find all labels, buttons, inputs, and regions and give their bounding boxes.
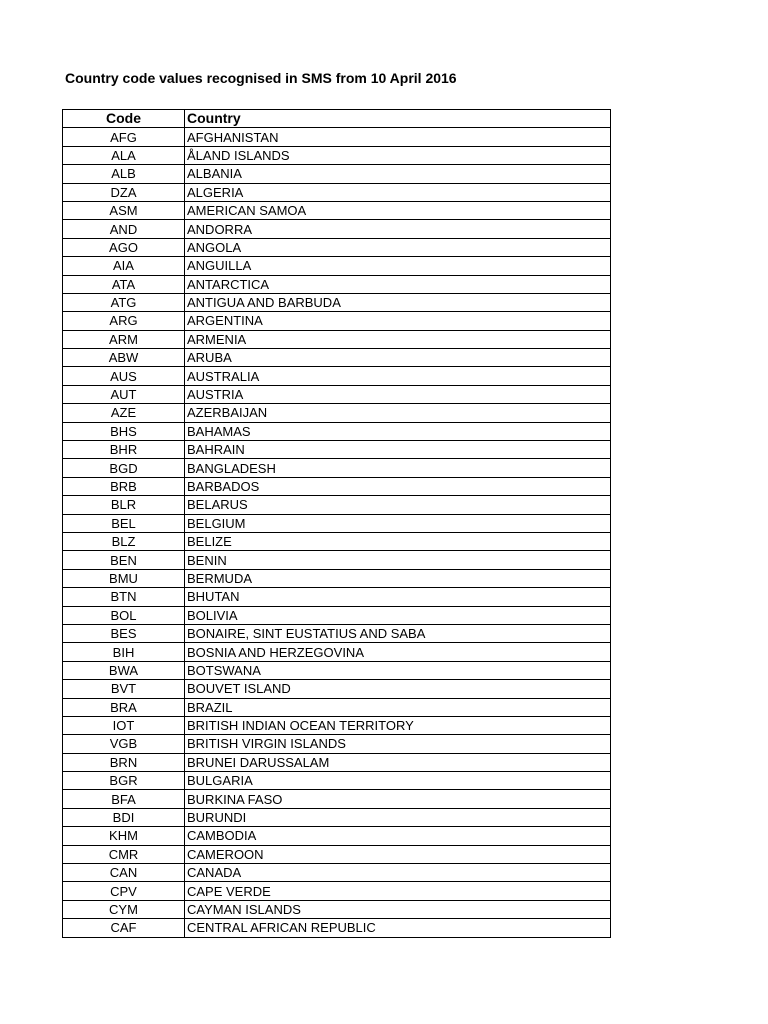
table-row <box>63 496 611 514</box>
table-row <box>63 220 611 238</box>
country-code-cell: ABW <box>63 349 185 367</box>
table-row <box>63 257 611 275</box>
table-row <box>63 459 611 477</box>
country-code-cell: ALA <box>63 146 185 164</box>
country-name-cell: BURUNDI <box>185 808 611 826</box>
country-name-cell: ANTIGUA AND BARBUDA <box>185 293 611 311</box>
country-name-cell: BELGIUM <box>185 514 611 532</box>
code-column-header: Code <box>63 110 185 128</box>
country-code-cell: CMR <box>63 845 185 863</box>
country-code-cell: DZA <box>63 183 185 201</box>
table-body <box>63 128 611 937</box>
country-name-cell: BULGARIA <box>185 772 611 790</box>
country-name-cell: ANDORRA <box>185 220 611 238</box>
country-code-cell: BGR <box>63 772 185 790</box>
table-row <box>63 790 611 808</box>
table-row <box>63 588 611 606</box>
table-row <box>63 514 611 532</box>
country-code-cell: AND <box>63 220 185 238</box>
country-name-cell: BONAIRE, SINT EUSTATIUS AND SABA <box>185 624 611 642</box>
country-name-cell: ARUBA <box>185 349 611 367</box>
country-name-cell: BOSNIA AND HERZEGOVINA <box>185 643 611 661</box>
country-name-cell: AUSTRIA <box>185 385 611 403</box>
country-code-cell: BRN <box>63 753 185 771</box>
table-row <box>63 349 611 367</box>
country-code-cell: BRB <box>63 477 185 495</box>
table-row <box>63 128 611 146</box>
country-code-cell: BFA <box>63 790 185 808</box>
country-name-cell: ANGOLA <box>185 238 611 256</box>
country-code-cell: BES <box>63 624 185 642</box>
table-row <box>63 882 611 900</box>
country-name-cell: BAHRAIN <box>185 441 611 459</box>
country-name-cell: BURKINA FASO <box>185 790 611 808</box>
table-row <box>63 201 611 219</box>
country-name-cell: ARMENIA <box>185 330 611 348</box>
table-row <box>63 680 611 698</box>
country-code-cell: BVT <box>63 680 185 698</box>
country-column-header: Country <box>185 110 611 128</box>
country-name-cell: BHUTAN <box>185 588 611 606</box>
country-name-cell: AZERBAIJAN <box>185 404 611 422</box>
country-code-cell: BIH <box>63 643 185 661</box>
table-row <box>63 716 611 734</box>
table-row <box>63 238 611 256</box>
table-row <box>63 919 611 937</box>
country-name-cell: ANGUILLA <box>185 257 611 275</box>
country-name-cell: CANADA <box>185 864 611 882</box>
table-row <box>63 900 611 918</box>
table-row <box>63 422 611 440</box>
country-code-cell: BWA <box>63 661 185 679</box>
country-code-cell: AFG <box>63 128 185 146</box>
table-row <box>63 772 611 790</box>
table-row <box>63 165 611 183</box>
table-row <box>63 441 611 459</box>
country-code-cell: BOL <box>63 606 185 624</box>
table-row <box>63 330 611 348</box>
country-code-cell: BHR <box>63 441 185 459</box>
country-code-cell: VGB <box>63 735 185 753</box>
table-row <box>63 183 611 201</box>
country-name-cell: BOUVET ISLAND <box>185 680 611 698</box>
table-row <box>63 864 611 882</box>
country-code-cell: ATG <box>63 293 185 311</box>
country-name-cell: BELIZE <box>185 532 611 550</box>
country-code-cell: AUT <box>63 385 185 403</box>
country-code-cell: CAN <box>63 864 185 882</box>
page-title: Country code values recognised in SMS from 10 April 2016 <box>65 70 457 86</box>
country-name-cell: CAMEROON <box>185 845 611 863</box>
table-row <box>63 275 611 293</box>
country-code-cell: BRA <box>63 698 185 716</box>
country-name-cell: BAHAMAS <box>185 422 611 440</box>
table-row <box>63 404 611 422</box>
country-code-table <box>62 109 611 938</box>
country-code-cell: ATA <box>63 275 185 293</box>
country-code-cell: ARG <box>63 312 185 330</box>
country-name-cell: ALBANIA <box>185 165 611 183</box>
country-name-cell: BELARUS <box>185 496 611 514</box>
country-code-cell: BGD <box>63 459 185 477</box>
country-code-cell: AGO <box>63 238 185 256</box>
table-row <box>63 661 611 679</box>
country-code-cell: IOT <box>63 716 185 734</box>
table-row <box>63 606 611 624</box>
table-row <box>63 827 611 845</box>
country-name-cell: BRITISH INDIAN OCEAN TERRITORY <box>185 716 611 734</box>
country-code-cell: CPV <box>63 882 185 900</box>
country-name-cell: BERMUDA <box>185 569 611 587</box>
country-name-cell: AFGHANISTAN <box>185 128 611 146</box>
country-code-cell: CYM <box>63 900 185 918</box>
country-name-cell: CENTRAL AFRICAN REPUBLIC <box>185 919 611 937</box>
country-name-cell: BANGLADESH <box>185 459 611 477</box>
country-name-cell: ÅLAND ISLANDS <box>185 146 611 164</box>
country-code-cell: KHM <box>63 827 185 845</box>
table-header-row <box>63 110 611 128</box>
table-row <box>63 753 611 771</box>
country-code-cell: AUS <box>63 367 185 385</box>
country-name-cell: BOLIVIA <box>185 606 611 624</box>
country-code-cell: BEN <box>63 551 185 569</box>
country-code-cell: BEL <box>63 514 185 532</box>
country-code-cell: CAF <box>63 919 185 937</box>
country-name-cell: CAYMAN ISLANDS <box>185 900 611 918</box>
country-code-cell: BTN <box>63 588 185 606</box>
country-name-cell: BRUNEI DARUSSALAM <box>185 753 611 771</box>
country-name-cell: BENIN <box>185 551 611 569</box>
table-row <box>63 808 611 826</box>
country-code-cell: BDI <box>63 808 185 826</box>
table-row <box>63 643 611 661</box>
table-row <box>63 385 611 403</box>
country-name-cell: AMERICAN SAMOA <box>185 201 611 219</box>
table-row <box>63 532 611 550</box>
table-row <box>63 477 611 495</box>
country-name-cell: BRITISH VIRGIN ISLANDS <box>185 735 611 753</box>
country-code-cell: ALB <box>63 165 185 183</box>
country-code-cell: BLZ <box>63 532 185 550</box>
country-name-cell: ANTARCTICA <box>185 275 611 293</box>
country-name-cell: BOTSWANA <box>185 661 611 679</box>
table-row <box>63 735 611 753</box>
table-row <box>63 146 611 164</box>
table-row <box>63 293 611 311</box>
country-name-cell: AUSTRALIA <box>185 367 611 385</box>
country-name-cell: BARBADOS <box>185 477 611 495</box>
table-row <box>63 367 611 385</box>
country-name-cell: BRAZIL <box>185 698 611 716</box>
country-code-cell: ARM <box>63 330 185 348</box>
table-row <box>63 624 611 642</box>
country-name-cell: ARGENTINA <box>185 312 611 330</box>
table-row <box>63 551 611 569</box>
country-code-cell: BHS <box>63 422 185 440</box>
country-name-cell: ALGERIA <box>185 183 611 201</box>
country-code-cell: AZE <box>63 404 185 422</box>
table-row <box>63 569 611 587</box>
country-code-cell: ASM <box>63 201 185 219</box>
country-name-cell: CAPE VERDE <box>185 882 611 900</box>
country-name-cell: CAMBODIA <box>185 827 611 845</box>
country-code-cell: BMU <box>63 569 185 587</box>
table-row <box>63 312 611 330</box>
table-row <box>63 845 611 863</box>
table-row <box>63 698 611 716</box>
country-code-cell: AIA <box>63 257 185 275</box>
country-code-cell: BLR <box>63 496 185 514</box>
